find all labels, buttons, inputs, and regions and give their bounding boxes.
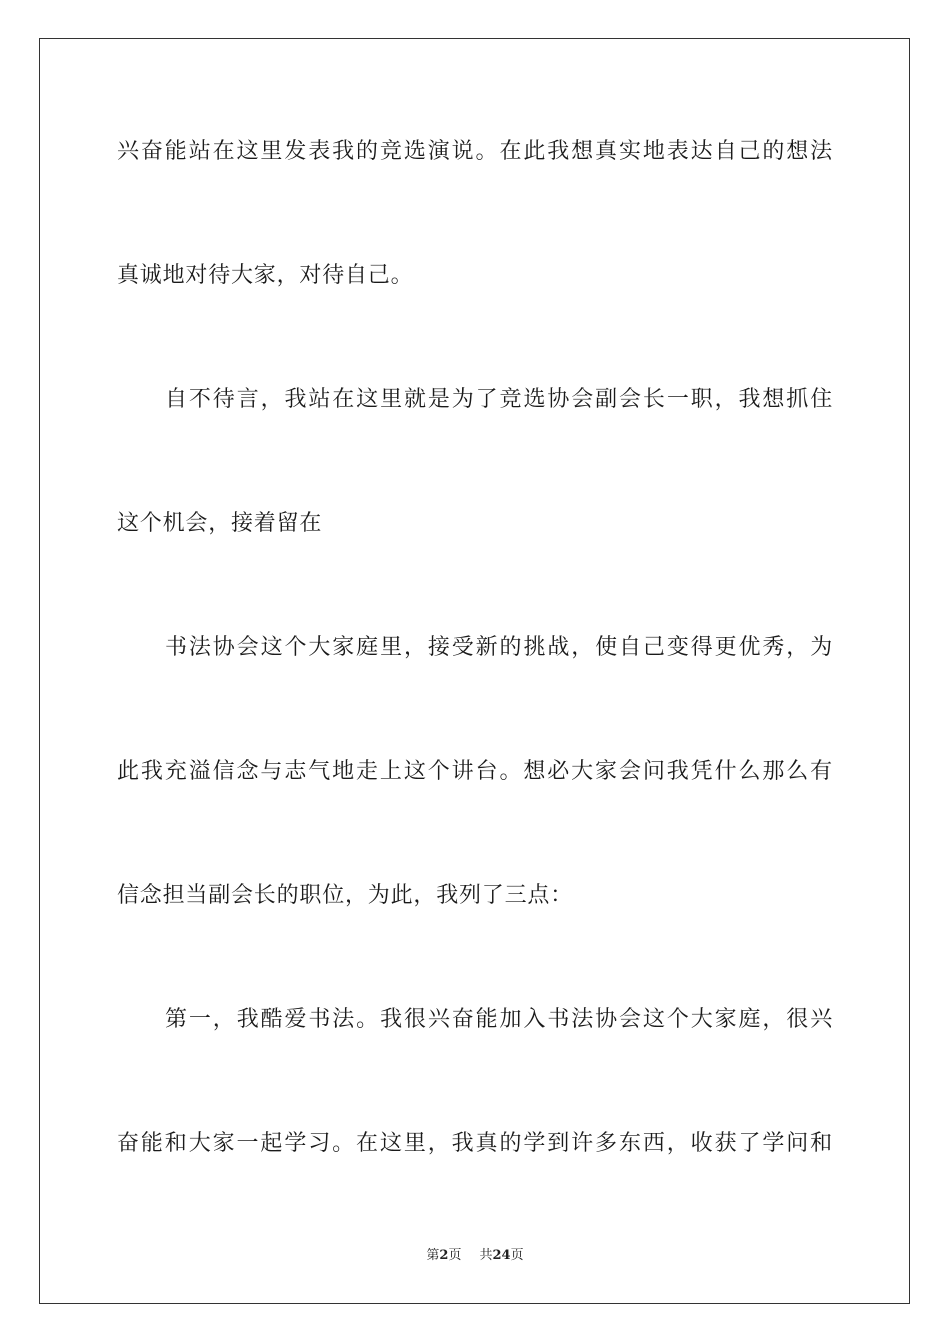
total-prefix: 共 bbox=[479, 1248, 493, 1263]
body-line-6: 此我充溢信念与志气地走上这个讲台。想必大家会问我凭什么那么有 bbox=[117, 759, 833, 784]
page-number: 2 bbox=[439, 1248, 449, 1263]
page-prefix: 第 bbox=[426, 1248, 440, 1263]
page-suffix: 页 bbox=[448, 1248, 462, 1263]
body-line-4: 这个机会，接着留在 bbox=[117, 511, 323, 536]
page-footer bbox=[0, 1247, 950, 1265]
body-line-1: 兴奋能站在这里发表我的竞选演说。在此我想真实地表达自己的想法 bbox=[117, 139, 833, 164]
body-line-5: 书法协会这个大家庭里，接受新的挑战，使自己变得更优秀，为 bbox=[165, 635, 833, 660]
total-suffix: 页 bbox=[510, 1248, 524, 1263]
page-border bbox=[39, 38, 910, 1304]
total-pages: 24 bbox=[492, 1248, 511, 1263]
body-line-9: 奋能和大家一起学习。在这里，我真的学到许多东西，收获了学问和 bbox=[117, 1131, 833, 1156]
body-line-8: 第一，我酷爱书法。我很兴奋能加入书法协会这个大家庭，很兴 bbox=[165, 1007, 833, 1032]
body-line-2: 真诚地对待大家，对待自己。 bbox=[117, 263, 414, 288]
body-line-7: 信念担当副会长的职位，为此，我列了三点： bbox=[117, 883, 574, 908]
body-line-3: 自不待言，我站在这里就是为了竞选协会副会长一职，我想抓住 bbox=[165, 387, 833, 412]
